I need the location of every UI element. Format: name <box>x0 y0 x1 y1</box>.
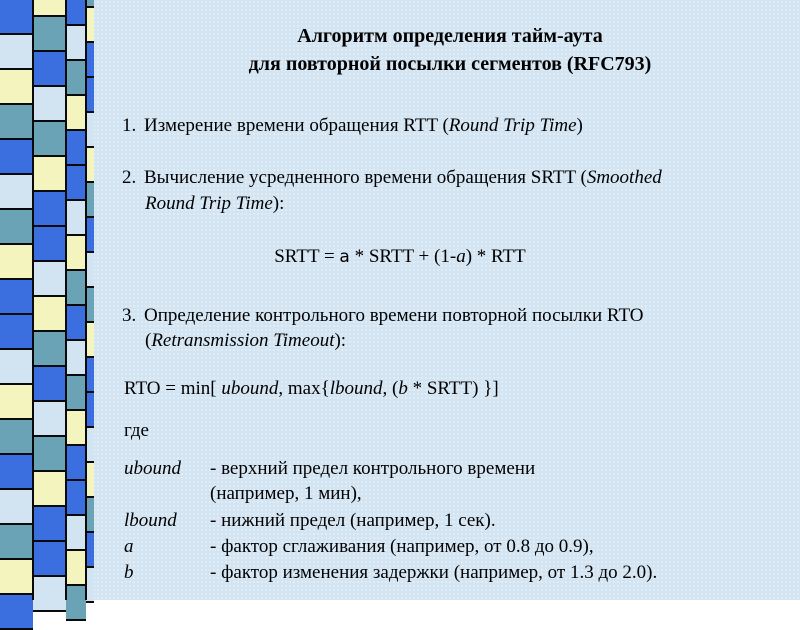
item-number: 1. <box>122 115 137 136</box>
list-item-3-continuation <box>145 327 346 355</box>
list-item-2-continuation <box>145 190 284 218</box>
formula-part: * SRTT + (1- <box>349 246 457 267</box>
item-tail: ): <box>272 193 285 214</box>
formula-part: ) * RTT <box>465 246 526 267</box>
list-item-2 <box>122 164 662 192</box>
ubound-term: ubound <box>221 378 279 399</box>
slide-title <box>150 22 750 78</box>
definition-desc: - нижний предел (например, 1 сек). <box>210 510 496 531</box>
definition-desc: (например, 1 мин), <box>210 483 362 504</box>
formula-part: RTO = min[ <box>124 378 222 399</box>
lbound-term: lbound <box>329 378 383 399</box>
item-number: 3. <box>122 305 137 326</box>
srtt-formula <box>0 246 800 268</box>
definition-term: b <box>124 562 134 583</box>
list-item-3 <box>122 302 643 330</box>
item-open: ( <box>145 330 152 351</box>
item-text: Измерение времени обращения RTT ( <box>144 115 449 136</box>
formula-part: SRTT = <box>274 246 340 267</box>
definition-term: ubound <box>124 458 181 479</box>
b-term: b <box>398 378 408 399</box>
formula-part: , ( <box>382 378 399 399</box>
definition-desc: - верхний предел контрольного времени <box>210 458 536 479</box>
item-tail: ) <box>576 115 583 136</box>
rto-formula <box>124 378 499 400</box>
title-line-1: Алгоритм определения тайм-аута <box>297 25 603 47</box>
definition-term: lbound <box>124 510 177 531</box>
definition-desc: - фактор сглаживания (например, от 0.8 до 0.9), <box>210 536 594 557</box>
item-text: Определение контрольного времени повторной посылки RTO <box>144 305 644 326</box>
item-italic: Smoothed <box>586 167 662 188</box>
formula-part: , max{ <box>278 378 330 399</box>
item-italic: Round Trip Time <box>145 193 273 214</box>
item-number: 2. <box>122 167 137 188</box>
alpha-symbol: a <box>456 246 466 267</box>
definition-desc: - фактор изменения задержки (например, от 1.3 до 2.0). <box>210 562 658 583</box>
item-tail: ): <box>334 330 347 351</box>
alpha-symbol: a <box>339 247 350 267</box>
item-italic: Retransmission Timeout <box>151 330 335 351</box>
item-italic: Round Trip Time <box>448 115 577 136</box>
formula-part: * SRTT) }] <box>407 378 499 399</box>
item-text: Вычисление усредненного времени обращения SRTT ( <box>144 167 587 188</box>
stripe-block <box>0 595 33 630</box>
title-line-2: для повторной посылки сегментов (RFC793) <box>248 53 652 75</box>
definition-term: a <box>124 536 134 557</box>
where-label: где <box>124 420 149 441</box>
list-item-1 <box>122 112 583 140</box>
